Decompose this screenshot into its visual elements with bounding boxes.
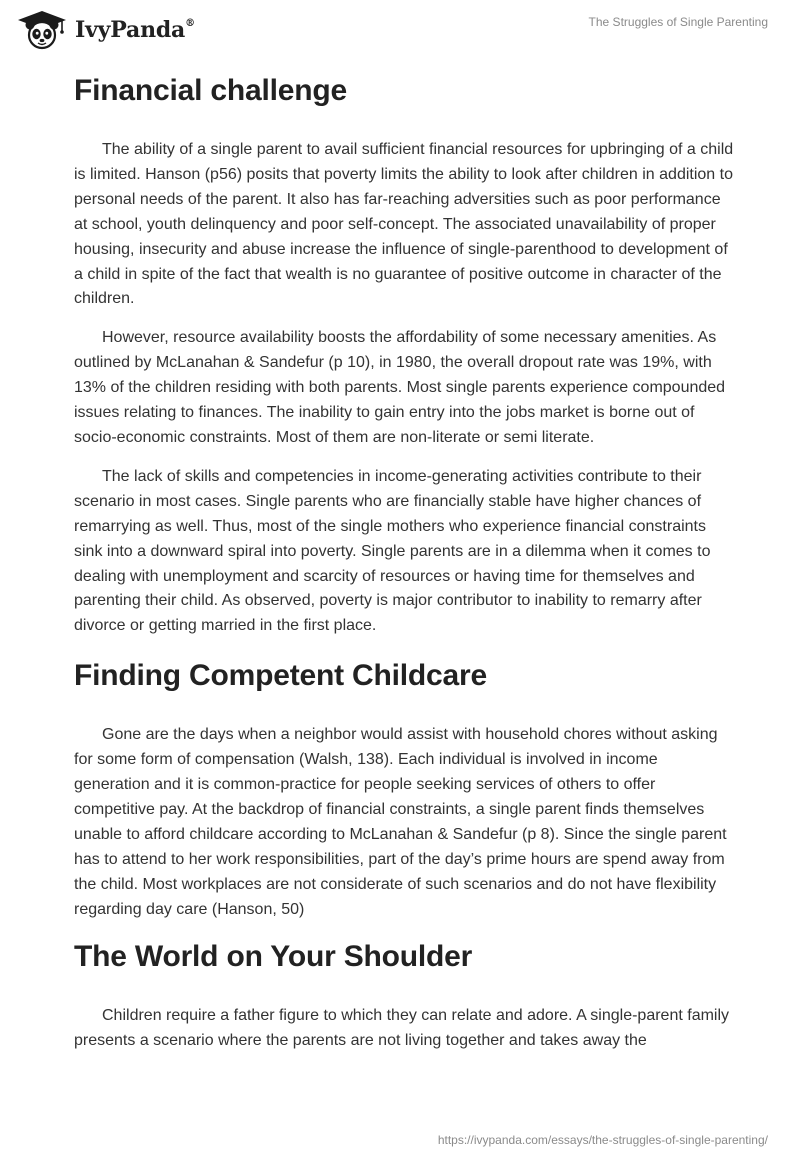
- panda-graduate-icon: [14, 9, 70, 51]
- footer-source-url[interactable]: https://ivypanda.com/essays/the-struggles-of-single-parenting/: [437, 1133, 768, 1147]
- paragraph: However, resource availability boosts the affordability of some necessary amenities. As outlined by McLanahan & Sandefur (p 10), in 1980, the overall dropout rate was 19%, with 13% of the children residing with both parents. Most single parents experience compounded issues relating to finances. The inability to gain entry into the jobs market is borne out of socio-economic constraints. Most of them are non-literate or semi literate.: [74, 329, 726, 446]
- logo-text: IvyPanda®: [75, 17, 195, 43]
- section-heading-the-world-on-your-shoulder: The World on Your Shoulder: [74, 940, 473, 974]
- paragraph: The lack of skills and competencies in income-generating activities contribute to their scenario in most cases. Single parents who are financially stable have higher chances of remarrying as well. Thus, most of the single mothers who experience financial constraints sink into a downward spiral into poverty. Single parents are in a dilemma when it comes to dealing with unemployment and scarcity of resources or having time for themselves and parenting their child. As observed, poverty is major contributor to inability to remarry after divorce or getting married in the first place.: [74, 467, 711, 635]
- page-header: [0, 0, 800, 60]
- section-heading-financial-challenge: Financial challenge: [74, 74, 347, 107]
- paragraph: Children require a father figure to which they can relate and adore. A single-parent family presents a scenario where the parents are not living together and takes away the: [74, 1007, 730, 1050]
- essay-content: [74, 72, 734, 1054]
- ivypanda-logo[interactable]: [14, 9, 195, 51]
- section-heading-finding-competent-childcare: Finding Competent Childcare: [74, 659, 487, 693]
- paragraph: Gone are the days when a neighbor would assist with household chores without asking for some form of compensation (Walsh, 138). Each individual is involved in income generation and it is common-practice for people seeking services of others to offer competitive pay. At the backdrop of financial constraints, a single parent finds themselves unable to afford childcare according to McLanahan & Sandefur (p 8). Since the single parent has to attend to her work responsibilities, part of the day’s prime hours are spend away from the child. Most workplaces are not considerate of such scenarios and do not have flexibility regarding day care (Hanson, 50): [74, 726, 727, 918]
- paragraph: The ability of a single parent to avail sufficient financial resources for upbringing of a child is limited. Hanson (p56) posits that poverty limits the ability to look after children in addition to personal needs of the parent. It also has far-reaching adversities such as poor performance at school, youth delinquency and poor self-concept. The associated unavailability of proper housing, insecurity and abuse increase the influence of single-parenthood to development of a child in spite of the fact that wealth is no guarantee of positive outcome in character of the children.: [74, 141, 734, 308]
- document-title: The Struggles of Single Parenting: [588, 15, 768, 29]
